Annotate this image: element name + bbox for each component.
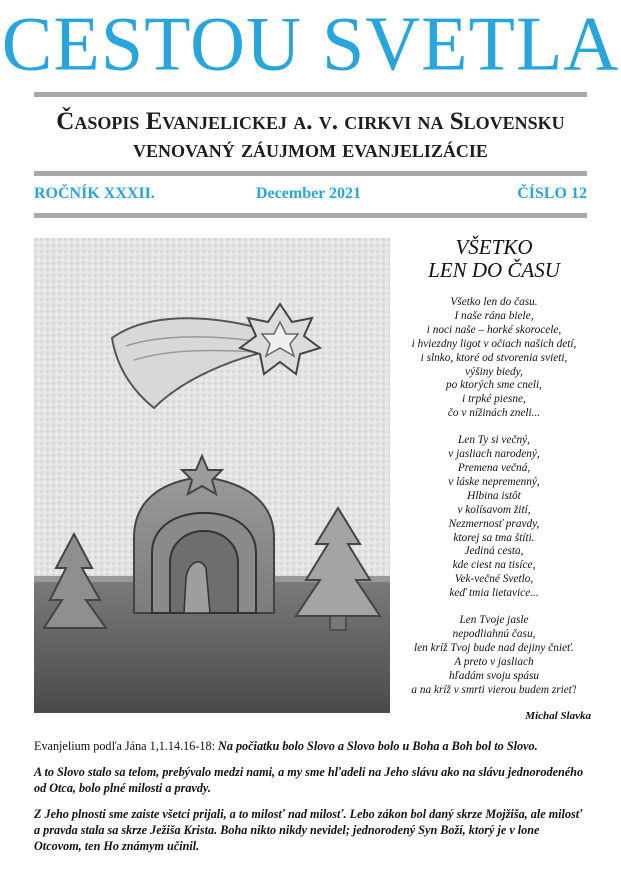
poem-stanza-3 [397, 614, 591, 697]
poem-title-line-2: LEN DO ČASU [428, 258, 560, 282]
poem-line: Vek-večné Svetlo, [454, 573, 534, 586]
poem-line: i trpké piesne, [462, 393, 526, 406]
poem-line: čo v nížinách zneli... [447, 407, 541, 420]
masthead-title: CESTOU SVETLA [1, 1, 620, 87]
poem-line: Všetko len do času. [450, 296, 538, 308]
poem-line: hľadám svoju spásu [448, 669, 540, 682]
gospel-verse-1: Na počiatku bolo Slovo a Slovo bolo u Boha a Boh bol to Slovo. [218, 739, 538, 753]
poem-line: ktorej sa tma štíti. [453, 531, 535, 544]
poem-line: I naše rána biele, [454, 309, 534, 322]
top-divider [34, 92, 587, 97]
subtitle-line-1: Časopis Evanjelickej a. v. cirkvi na Slovensku [56, 108, 565, 135]
middle-divider [34, 171, 587, 176]
poem-line: Hlbina istôt [467, 489, 521, 502]
poem-line: kde ciest na tisíce, [452, 559, 536, 572]
poem-line: Jediná cesta, [464, 545, 524, 558]
poem-line: po ktorých sme cneli, [446, 379, 542, 392]
poem-line: A preto v jasliach [454, 655, 534, 668]
poem-title-line-1: VŠETKO [455, 235, 533, 259]
poem-line: výšiny biedy, [465, 365, 523, 378]
poem-line: i slnko, ktoré od stvorenia svieti, [420, 351, 568, 364]
volume-label: ROČNÍK XXXII. [34, 185, 155, 202]
poem-line: v jasliach narodený, [448, 448, 540, 461]
poem-line: keď tmia lietavice... [449, 587, 539, 600]
gospel-text [34, 738, 590, 864]
poem-line: i hviezdny ligot v očiach našich detí, [411, 337, 577, 350]
poem-line: a na kríž v smrti vierou budem zrieť! [411, 683, 577, 696]
poem-line: len kríž Tvoj bude nad dejiny čnieť. [413, 641, 575, 654]
poem-line: Len Tvoje jasle [459, 614, 529, 627]
issue-date: December 2021 [256, 185, 361, 202]
gospel-reference: Evanjelium podľa Jána 1,1.14.16-18: [34, 739, 215, 753]
poem-stanza-1 [397, 296, 591, 421]
poem-line: v kolísavom žití, [457, 503, 531, 516]
nativity-photo [34, 238, 390, 713]
gospel-paragraph-2: A to Slovo stalo sa telom, prebývalo medzi nami, a my sme hľadeli na Jeho slávu ako na slávu jednorodeného od Otca, bolo plné milosti a pravdy. [34, 765, 584, 795]
poem-stanza-2 [397, 434, 591, 601]
poem [397, 236, 591, 722]
poem-line: Nezmernosť pravdy, [448, 517, 540, 530]
poem-title [397, 236, 591, 282]
poem-line: Len Ty si večný, [458, 434, 530, 447]
poem-line: Premena večná, [457, 461, 531, 474]
subtitle-line-2: venovaný záujmom evanjelizácie [133, 136, 488, 163]
poem-line: v láske nepremenný, [448, 475, 540, 488]
issue-number: ČÍSLO 12 [517, 185, 587, 202]
poem-author: Michal Slavka [525, 710, 591, 723]
issue-info [34, 185, 587, 207]
poem-line: nepodliahnú času, [452, 627, 536, 640]
gospel-paragraph-1 [34, 738, 590, 754]
poem-line: i noci naše – horké skorocele, [426, 323, 562, 336]
lower-divider [34, 213, 587, 218]
gospel-paragraph-3: Z Jeho plnosti sme zaiste všetci prijali, a to milosť nad milosť. Lebo zákon bol daný skrze Mojžiša, ale milosť a pravda stala sa skrze Ježiša Krista. Boha nikto nikdy nevidel; jednorodený Syn Boží, ktorý je v lone Otcovom, ten Ho známym učinil. [34, 807, 583, 853]
